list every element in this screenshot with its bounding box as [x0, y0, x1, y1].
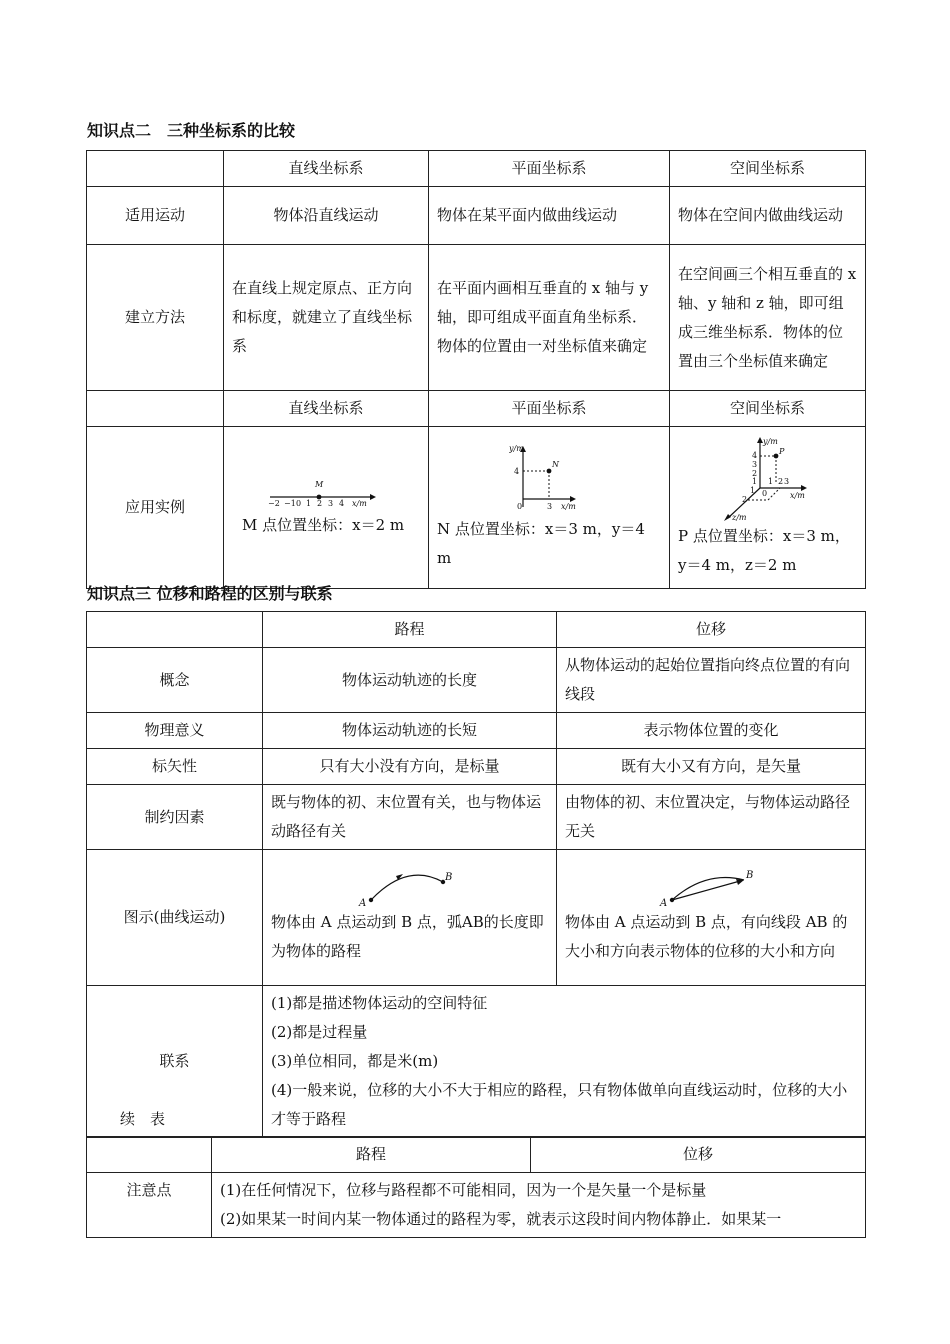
section2-title: 知识点二 三种坐标系的比较: [87, 121, 296, 140]
relation-item: (2)都是过程量: [271, 1023, 368, 1041]
cell-line: 在直线上规定原点、正方向和标度，就建立了直线坐标系: [224, 245, 429, 391]
header-path: 路程: [263, 612, 557, 648]
axis-arrow: [370, 494, 376, 500]
example-row: [87, 427, 866, 589]
header-empty: [87, 151, 224, 187]
z-axis-label: z/m: [731, 512, 746, 522]
relation-cell: [263, 986, 866, 1138]
continued-table: [86, 1136, 866, 1238]
line-axis-diagram: [266, 475, 386, 511]
point-b-label: B: [746, 869, 754, 881]
tick-label: 4: [339, 499, 345, 508]
coordinate-header-row-2: [87, 391, 866, 427]
row-label: 适用运动: [87, 187, 224, 245]
tick-label: 3: [328, 499, 334, 508]
point-b-label: B: [444, 871, 452, 883]
point-m: [317, 495, 322, 500]
header-empty: [87, 1137, 212, 1173]
cell-disp: 由物体的初、末位置决定，与物体运动路径无关: [557, 785, 866, 850]
y-tick-label: 3: [751, 459, 757, 469]
factor-row: [87, 785, 866, 850]
tick-label: −1: [284, 499, 296, 508]
point-label: P: [778, 446, 784, 456]
z-tick-label: 2: [741, 494, 747, 504]
method-row: [87, 245, 866, 391]
continued-header-row: [87, 1137, 866, 1173]
header-disp: 位移: [557, 612, 866, 648]
relation-item: (4)一般来说，位移的大小不大于相应的路程，只有物体做单向直线运动时，位移的大小才等于路程: [271, 1081, 848, 1128]
vector-row: [87, 749, 866, 785]
path-figure-caption: 物体由 A 点运动到 B 点，弧AB的长度即为物体的路程: [271, 912, 544, 960]
plane-caption: N 点位置坐标：x＝3 m，y＝4 m: [437, 519, 645, 567]
point-label: M: [315, 480, 324, 489]
space-caption: P 点位置坐标：x＝3 m，y＝4 m，z＝2 m: [678, 526, 850, 574]
line-caption: M 点位置坐标：x＝2 m: [242, 516, 405, 534]
point-a-label: A: [660, 897, 668, 908]
cell-path: 既与物体的初、末位置有关，也与物体运动路径有关: [263, 785, 557, 850]
cell-path: 物体运动轨迹的长短: [263, 713, 557, 749]
cell-path-figure: [263, 850, 557, 986]
y-tick-label: 2: [751, 468, 757, 478]
cell-path: 只有大小没有方向，是标量: [263, 749, 557, 785]
displacement-table: [86, 611, 866, 1138]
header-empty: [87, 612, 263, 648]
cell-disp: 表示物体位置的变化: [557, 713, 866, 749]
cell-disp-figure: [557, 850, 866, 986]
cell-plane: 在平面内画相互垂直的 x 轴与 y 轴，即可组成平面直角坐标系．物体的位置由一对坐标值来确定: [429, 245, 670, 391]
tick-label: −2: [268, 499, 280, 508]
y-tick-label: 1: [751, 476, 757, 486]
displacement-header-row: [87, 612, 866, 648]
header-path: 路程: [212, 1137, 531, 1173]
cell-line: 物体沿直线运动: [224, 187, 429, 245]
cell-plane-example: [429, 427, 670, 589]
tick-label: 2: [317, 499, 323, 508]
x-tick-label: 3: [783, 476, 789, 486]
row-label: 联系: [87, 986, 263, 1138]
x-tick-label: 1: [767, 476, 773, 486]
x-axis-label: x/m: [789, 490, 805, 500]
y-axis-label: y/m: [762, 436, 778, 446]
origin-label: 0: [517, 501, 523, 511]
coordinate-table: [86, 150, 866, 589]
continued-label: 续 表: [120, 1110, 166, 1128]
relation-item: (1)都是描述物体运动的空间特征: [271, 994, 488, 1012]
relation-row: [87, 986, 866, 1138]
row-label: 注意点: [87, 1173, 212, 1238]
header-line: 直线坐标系: [224, 391, 429, 427]
row-label: 制约因素: [87, 785, 263, 850]
origin-label: 0: [761, 488, 767, 498]
header-plane: 平面坐标系: [429, 391, 670, 427]
space-axis-diagram: [720, 436, 816, 522]
cell-space-example: [670, 427, 866, 589]
cell-line-example: [224, 427, 429, 589]
x-tick-label: 3: [547, 501, 553, 511]
header-empty: [87, 391, 224, 427]
header-line: 直线坐标系: [224, 151, 429, 187]
arc-path-diagram: [355, 870, 465, 908]
x-axis-label: x/m: [561, 501, 576, 511]
cell-disp: 既有大小又有方向，是矢量: [557, 749, 866, 785]
cell-disp: 从物体运动的起始位置指向终点位置的有向线段: [557, 648, 866, 713]
tick-label: 0: [296, 499, 302, 508]
y-tick-label: 4: [514, 466, 520, 476]
notes-cell: [212, 1173, 866, 1238]
header-space: 空间坐标系: [670, 391, 866, 427]
row-label: 物理意义: [87, 713, 263, 749]
figure-row: [87, 850, 866, 986]
meaning-row: [87, 713, 866, 749]
point-a-label: A: [358, 897, 366, 908]
row-label: 建立方法: [87, 245, 224, 391]
z-tick-label: 1: [749, 485, 755, 495]
tick-label: 1: [306, 499, 312, 508]
relation-item: (3)单位相同，都是米(m): [271, 1052, 439, 1070]
axis-label: x/m: [352, 499, 367, 508]
y-tick-label: 4: [751, 450, 757, 460]
coordinate-header-row: [87, 151, 866, 187]
header-plane: 平面坐标系: [429, 151, 670, 187]
row-label: 图示(曲线运动): [87, 850, 263, 986]
disp-figure-caption: 物体由 A 点运动到 B 点，有向线段 AB 的大小和方向表示物体的位移的大小和方向: [565, 912, 848, 960]
row-label: 标矢性: [87, 749, 263, 785]
cell-space: 在空间画三个相互垂直的 x 轴、y 轴和 z 轴，即可组成三维坐标系．物体的位置由三个坐标值来确定: [670, 245, 866, 391]
notes-row: [87, 1173, 866, 1238]
applicable-row: [87, 187, 866, 245]
concept-row: [87, 648, 866, 713]
header-disp: 位移: [531, 1137, 866, 1173]
plane-axis-diagram: [509, 443, 589, 515]
vector-displacement-diagram: [656, 870, 766, 908]
x-tick-label: 2: [777, 476, 783, 486]
note-item: (1)在任何情况下，位移与路程都不可能相同，因为一个是矢量一个是标量: [220, 1181, 707, 1199]
cell-space: 物体在空间内做曲线运动: [670, 187, 866, 245]
section3-title: 知识点三 位移和路程的区别与联系: [87, 584, 333, 603]
row-label: 应用实例: [87, 427, 224, 589]
header-space: 空间坐标系: [670, 151, 866, 187]
row-label: 概念: [87, 648, 263, 713]
note-item: (2)如果某一时间内某一物体通过的路程为零，就表示这段时间内物体静止．如果某一: [220, 1210, 782, 1228]
cell-plane: 物体在某平面内做曲线运动: [429, 187, 670, 245]
y-axis-label: y/m: [509, 443, 524, 453]
cell-path: 物体运动轨迹的长度: [263, 648, 557, 713]
point-label: N: [552, 459, 559, 469]
